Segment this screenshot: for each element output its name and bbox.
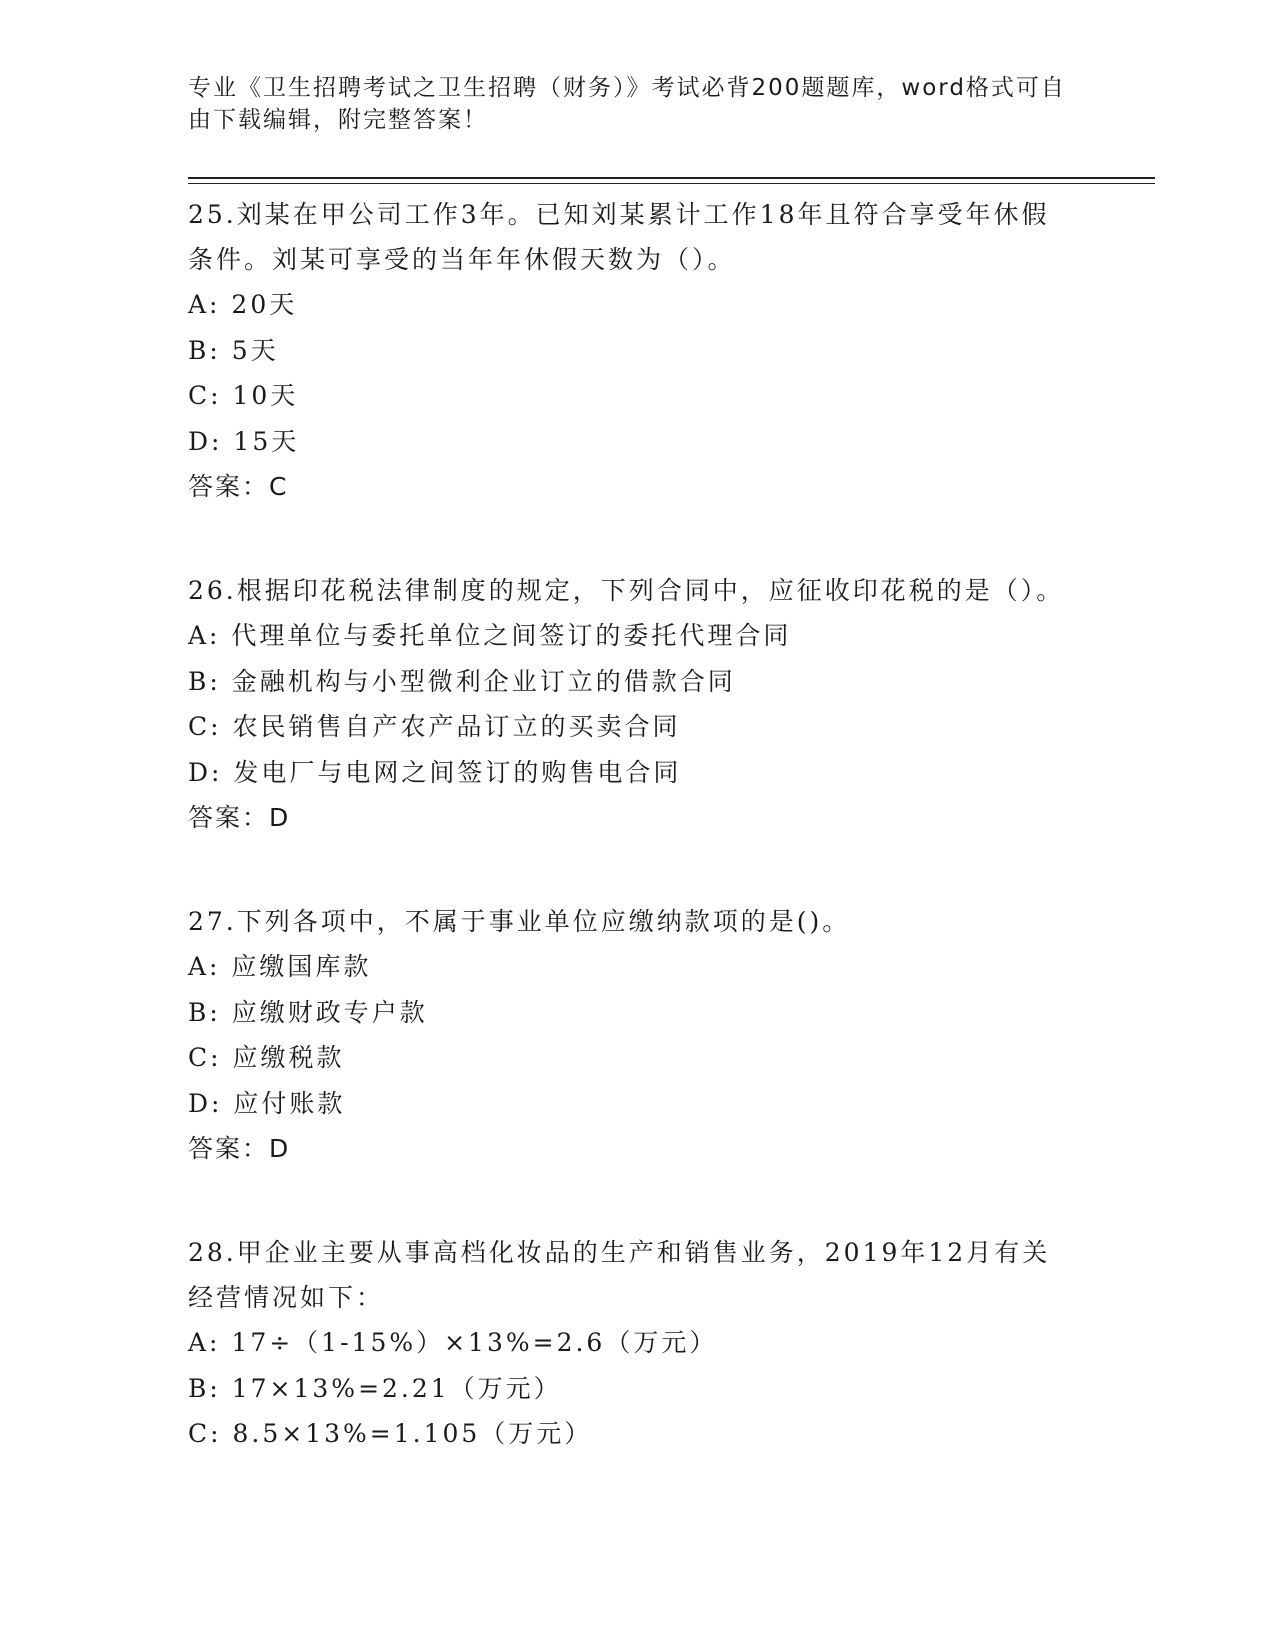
option-c: C: 应缴税款: [188, 1043, 345, 1072]
question-list: [188, 190, 1068, 1457]
header-divider-thick: [188, 177, 1155, 179]
question-28: [188, 1228, 1068, 1457]
answer-key: 答案：D: [188, 1134, 291, 1163]
option-a: A: 20天: [188, 290, 298, 319]
question-stem: 28.甲企业主要从事高档化妆品的生产和销售业务，2019年12月有关经营情况如下：: [188, 1238, 1051, 1312]
option-a: A: 17÷（1-15%）×13%=2.6（万元）: [188, 1328, 718, 1357]
option-d: D: 发电厂与电网之间签订的购售电合同: [188, 757, 682, 787]
question-stem: 27.下列各项中，不属于事业单位应缴纳款项的是()。: [188, 907, 851, 936]
document-header: 专业《卫生招聘考试之卫生招聘（财务）》考试必背200题题库，word格式可自由下载编辑，附完整答案！: [188, 75, 1066, 133]
option-c: C: 10天: [188, 381, 299, 410]
option-b: B: 应缴财政专户款: [188, 997, 428, 1027]
option-b: B: 5天: [188, 335, 279, 365]
header-divider-thin: [188, 183, 1155, 184]
question-stem: 26.根据印花税法律制度的规定，下列合同中，应征收印花税的是（）。: [188, 576, 1065, 605]
option-b: B: 17×13%=2.21（万元）: [188, 1373, 562, 1403]
option-c: C: 8.5×13%=1.105（万元）: [188, 1419, 593, 1448]
option-d: D: 15天: [188, 426, 300, 456]
option-a: A: 代理单位与委托单位之间签订的委托代理合同: [188, 621, 792, 650]
option-d: D: 应付账款: [188, 1088, 346, 1118]
question-27: [188, 897, 1068, 1171]
answer-key: 答案：D: [188, 803, 291, 832]
question-26: [188, 566, 1068, 840]
question-25: [188, 190, 1068, 509]
question-stem: 25.刘某在甲公司工作3年。已知刘某累计工作18年且符合享受年休假条件。刘某可享受的当年年休假天数为（）。: [188, 200, 1050, 274]
option-c: C: 农民销售自产农产品订立的买卖合同: [188, 712, 681, 741]
option-a: A: 应缴国库款: [188, 952, 372, 981]
answer-key: 答案：C: [188, 472, 289, 501]
option-b: B: 金融机构与小型微利企业订立的借款合同: [188, 666, 736, 696]
